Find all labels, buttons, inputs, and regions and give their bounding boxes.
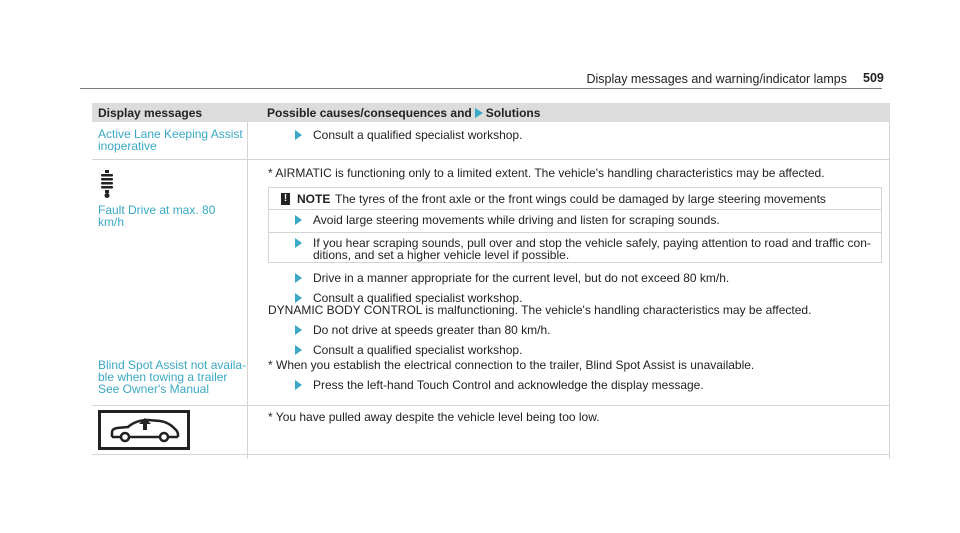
note-solution-text: Avoid large steering movements while driving and listen for scraping sounds. [313,213,720,227]
message-line: Active Lane Keeping Assist [98,127,243,141]
message-fault-drive-at-max-80 [98,204,215,228]
suspension-spring-icon [100,170,114,198]
note-text: The tyres of the front axle or the front wings could be damaged by large steering movements [335,192,826,206]
running-header-title: Display messages and warning/indicator lamps [586,72,847,86]
table-row [92,405,890,459]
vehicle-level-raise-icon [98,410,190,450]
arrow-right-icon [295,293,302,303]
column-header-causes-solutions [267,106,540,120]
note-label: NOTE [297,192,331,206]
column-header-causes-text: Possible causes/consequences and [267,106,472,120]
message-blind-spot-assist [98,359,246,395]
solution-text: Do not drive at speeds greater than 80 km/h. [313,323,551,337]
table-header [92,103,890,122]
arrow-right-icon [475,108,483,118]
note-solution-text: ditions, and set a higher vehicle level if possible. [313,248,570,262]
cause-text: * AIRMATIC is functioning only to a limited extent. The vehicle's handling characteristics may be affected. [268,166,825,180]
column-header-display-messages: Display messages [98,106,203,120]
column-header-solutions-text: Solutions [485,106,541,120]
note-solution-text: If you hear scraping sounds, pull over and stop the vehicle safely, paying attention to road and traffic con- [313,236,871,250]
table-row [92,353,890,406]
cause-text: DYNAMIC BODY CONTROL is malfunctioning. The vehicle's handling characteristics may be affected. [268,303,812,317]
arrow-right-icon [295,238,302,248]
display-messages-table [92,103,890,459]
cause-text: * You have pulled away despite the vehicle level being too low. [268,410,600,424]
exclamation-icon: ! [281,193,290,205]
message-active-lane-keeping-assist [98,128,243,152]
arrow-right-icon [295,215,302,225]
header-rule [80,88,882,89]
arrow-right-icon [295,380,302,390]
table-row [92,122,890,160]
page-number: 509 [863,71,884,85]
solution-text: Consult a qualified specialist workshop. [313,128,523,142]
solution-text: Drive in a manner appropriate for the current level, but do not exceed 80 km/h. [313,271,730,285]
message-line: See Owner's Manual [98,382,210,396]
message-line: Fault Drive at max. 80 [98,203,216,217]
solution-text: Consult a qualified specialist workshop. [313,291,523,305]
arrow-right-icon [295,273,302,283]
solution-text: Press the left-hand Touch Control and acknowledge the display message. [313,378,704,392]
message-line: Blind Spot Assist not availa- [98,358,247,372]
note-header [269,188,881,210]
message-line: km/h [98,215,125,229]
message-line: inoperative [98,139,157,153]
note-divider [269,232,881,233]
note-box [268,187,882,263]
arrow-right-icon [295,325,302,335]
cause-text: * When you establish the electrical connection to the trailer, Blind Spot Assist is unavailable. [268,358,755,372]
arrow-right-icon [295,130,302,140]
solution-text: Consult a qualified specialist workshop. [313,343,523,357]
message-line: ble when towing a trailer [98,370,228,384]
